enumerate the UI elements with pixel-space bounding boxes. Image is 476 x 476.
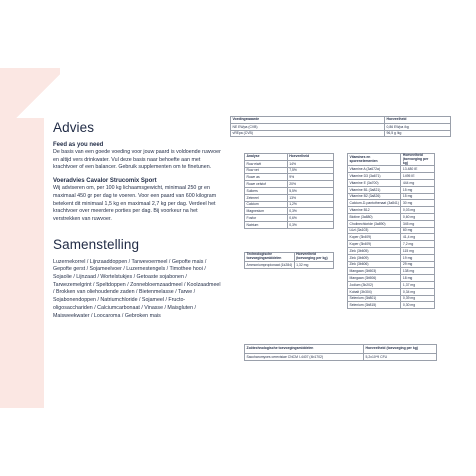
zootechnisch-table: [244, 344, 437, 361]
cell-label: Vitamine D3 (3a671): [348, 173, 401, 180]
cell-value: 0,03 mg: [401, 207, 435, 214]
cell-value: 15 mg: [401, 186, 435, 193]
cell-label: Biotine (3a880): [348, 213, 401, 220]
table-row: [348, 227, 435, 234]
cell-label: Kobalt (3b304): [348, 288, 401, 295]
table-row: [348, 193, 435, 200]
cell-label: Vitamine E (3a700): [348, 179, 401, 186]
table-row: [231, 130, 451, 137]
cell-value: 1,32 mg: [294, 262, 333, 269]
cell-value: 0,30 mg: [401, 302, 435, 309]
table-row: [348, 200, 435, 207]
cell-value: 7,5%: [287, 167, 333, 174]
cell-label: Ruw vet: [245, 167, 288, 174]
cell-value: 1,2%: [287, 201, 333, 208]
table-row: [348, 213, 435, 220]
cell-label: Zink (3b609): [348, 254, 401, 261]
cell-label: Mangaan (3b506): [348, 275, 401, 282]
cell-value: 13.480 IE: [401, 166, 435, 173]
table-row: [348, 247, 435, 254]
cell-label: Zink (3b606): [348, 261, 401, 268]
cell-value: 20%: [287, 181, 333, 188]
cell-label: vREpa (CVB): [231, 130, 385, 137]
cell-label: Ammoniumpropionaat (1k284): [246, 262, 293, 267]
cell-value: 41,4 mg: [401, 234, 435, 241]
cell-label: Magnesium: [245, 208, 288, 215]
cell-value: 115 mg: [401, 247, 435, 254]
voeradvies-heading: Voeradvies Cavalor Strucomix Sport: [53, 178, 157, 185]
cell-value: 30 mg: [401, 200, 435, 207]
table-row: [348, 288, 435, 295]
cell-value: 13%: [287, 194, 333, 201]
analyse-header-amount: Hoeveelheid: [287, 154, 333, 161]
header-text: Zoötechnologische toevoegingsmiddelen: [246, 346, 314, 351]
table-row: [245, 174, 334, 181]
cell-value: 9%: [287, 174, 333, 181]
zootechnisch-header-name: [245, 345, 364, 354]
table-row: [245, 194, 334, 201]
cell-value: 1495 IE: [401, 173, 435, 180]
table-row: [348, 275, 435, 282]
cell-value: 14%: [287, 160, 333, 167]
cell-label: Vitamine A (3a672a): [348, 166, 401, 173]
cell-label: Calcium-D-pantothenaat (3a841): [349, 201, 399, 206]
table-row: [348, 268, 435, 275]
technologisch-header-amount: [294, 253, 333, 262]
header-text: Vitamines en sporenelementen: [349, 154, 378, 163]
cell-label: NE EWpa (CVB): [231, 123, 385, 130]
table-row: [245, 181, 334, 188]
cell-value: 138 mg: [401, 268, 435, 275]
cell-label: Selenium (3b815): [348, 302, 401, 309]
feed-heading: Feed as you need: [53, 142, 104, 148]
cell-label: Jodium (3b202): [348, 281, 401, 288]
table-row: [245, 160, 334, 167]
voedingswaarde-header-amount: Hoeveelheid: [385, 117, 451, 124]
table-row: [245, 187, 334, 194]
technologisch-header-name: [245, 253, 295, 262]
zootechnisch-header-amount: [364, 345, 437, 354]
table-row: [348, 241, 435, 248]
cell-label: Mangaan (3b503): [348, 268, 401, 275]
cell-label: Vitamine B2 (3a826): [348, 193, 401, 200]
cell-label: Saccharomyces cerevisiae CNCM I-4407 (4b1702): [245, 354, 364, 361]
cell-value: 0,3%: [287, 221, 333, 228]
cell-value: 0,86 EWpa /kg: [385, 123, 451, 130]
table-row: [348, 207, 435, 214]
cell-value: 15 mg: [401, 193, 435, 200]
background-accent: [0, 68, 44, 408]
vitamines-header-name: [348, 154, 401, 166]
vitamines-rows: [348, 166, 435, 309]
table-row: [348, 234, 435, 241]
cell-label: Lüzi (3a103): [348, 227, 401, 234]
cell-value: 0,3%: [287, 208, 333, 215]
cell-label: Zetmeel: [245, 194, 288, 201]
table-row: [245, 167, 334, 174]
technologisch-table: [244, 252, 334, 269]
cell-value: 444 mg: [401, 179, 435, 186]
cell-value: 0,6%: [287, 215, 333, 222]
cell-value: 5,5%: [287, 187, 333, 194]
table-row: [348, 166, 435, 173]
cell-label: Koper (3b409): [348, 241, 401, 248]
cell-label: Natrium: [245, 221, 288, 228]
advies-title: Advies: [53, 120, 95, 135]
vitamines-header-amount: [401, 154, 435, 166]
table-row: [245, 262, 334, 269]
cell-value: 19 mg: [401, 254, 435, 261]
left-column: [53, 120, 223, 320]
table-row: [348, 261, 435, 268]
table-row: [348, 186, 435, 193]
cell-label: Fosfor: [245, 215, 288, 222]
cell-value: 5,2x10^9 CFU: [364, 354, 437, 361]
vitamines-table: [347, 153, 435, 309]
cell-value: 345 mg: [401, 220, 435, 227]
cell-value: 0,60 mg: [401, 213, 435, 220]
cell-label: Suikers: [245, 187, 288, 194]
cell-label: Koper (3b409): [348, 234, 401, 241]
header-text: Hoeveelheid (toevoeging per kg): [365, 346, 418, 351]
cell-label: Ruwe celstof: [245, 181, 288, 188]
header-text: Technologische toevoegingsmiddelen: [246, 252, 282, 260]
cell-label: Zink (3b605): [348, 247, 401, 254]
analyse-header-name: Analyse: [245, 154, 288, 161]
cell-value: 7,2 mg: [401, 241, 435, 248]
analyse-table: [244, 153, 334, 229]
cell-value: 18 mg: [401, 275, 435, 282]
cell-label: Cholinechloride (3a890): [348, 220, 401, 227]
table-row: [245, 208, 334, 215]
voedingswaarde-table: [230, 116, 451, 137]
table-row: [348, 281, 435, 288]
table-row: [348, 173, 435, 180]
cell-label: Vitamine B1 (3a821): [348, 186, 401, 193]
cell-value: 0,39 mg: [401, 295, 435, 302]
table-row: [245, 215, 334, 222]
cell-label: Selenium (3b801): [348, 295, 401, 302]
cell-label: Ruwe as: [245, 174, 288, 181]
table-row: [348, 220, 435, 227]
voedingswaarde-header-name: Voedingswaarde: [231, 117, 385, 124]
samenstelling-text: Luzernekorrel / Lijnzaaddoppen / Tarwevoermeel / Gepofte mais / Gepofte gerst / Sojameelvoer / Luzernestengels / Timothee hooi / Sojaolie / Lijnzaad / Wortelstukjes / Getoaste sojabonen / Tarwezemelgrint / Speltdoppen / Zonnebloemzaadmeel / Koolzaadmeel / Brokken van oliehoudende zaden / Bietenmelasse / Tarwe / Sojabonendoppen / Natriumchloride / Sojameel / Fructo-oligosacchariden / Calciumcarbonaat / Vinasse / Maisgluten / Maisweekwater / Loocaroma / Gebroken mais: [53, 258, 221, 319]
table-row: [348, 295, 435, 302]
cell-value: 0,34 mg: [401, 288, 435, 295]
table-row: [245, 201, 334, 208]
voeradvies-text: Wij adviseren om, per 100 kg lichaamsgewicht, minimaal 250 gr en maximaal 450 gr per dag te voeren. Voor een paard van 600 kilogram betekent dit minimaal 1,5 kg en maximaal 2,7 kg per dag. Verdeel het krachtvoer over meerdere porties per dag. Bij voorkeur na het verstrekken van ruwvoer.: [53, 185, 217, 222]
header-text: Hoeveelheid (toevoeging per kg): [402, 153, 429, 165]
table-row: [348, 302, 435, 309]
feed-text: De basis van een goede voeding voor jouw paard is voldoende ruwvoer en altijd vers drinkwater. Vul deze basis naar behoefte aan met krachtvoer of een balancer. Gebruik supplementen om te finetunen.: [53, 149, 221, 171]
cell-value: 60 mg: [401, 227, 435, 234]
samenstelling-title: Samenstelling: [53, 236, 140, 252]
cell-label: Ruw eiwit: [245, 160, 288, 167]
table-row: [348, 179, 435, 186]
header-text: Hoeveelheid (toevoeging per kg): [296, 252, 328, 260]
table-row: [348, 254, 435, 261]
table-row: [231, 123, 451, 130]
cell-value: 1,37 mg: [401, 281, 435, 288]
table-row: [245, 221, 334, 228]
table-row: [245, 354, 437, 361]
cell-value: 96,5 g /kg: [385, 130, 451, 137]
cell-label: Vitamine B12: [348, 207, 401, 214]
background-accent-corner: [0, 68, 60, 118]
cell-value: 29 mg: [401, 261, 435, 268]
cell-label: Calcium: [245, 201, 288, 208]
